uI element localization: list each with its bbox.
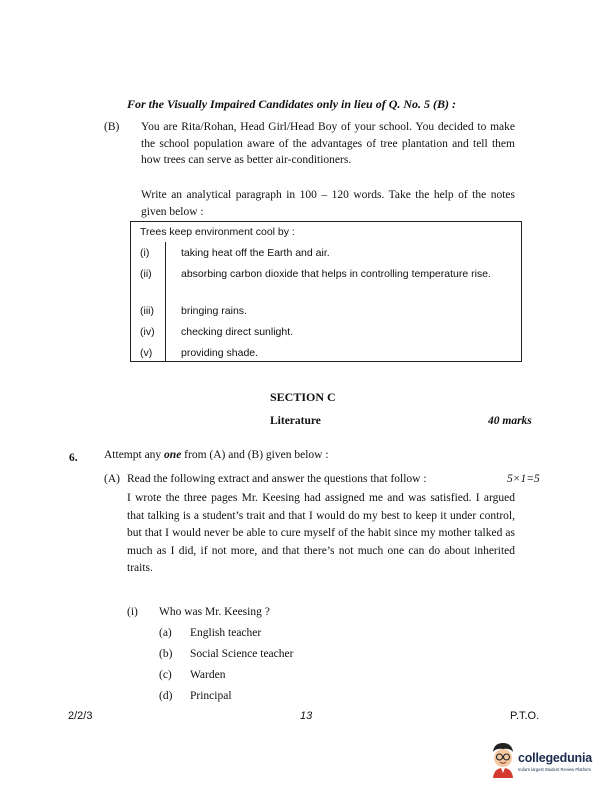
option-text: Social Science teacher	[190, 648, 294, 660]
question-6a-instruction: Read the following extract and answer the questions that follow :	[127, 473, 427, 485]
literature-extract: I wrote the three pages Mr. Keesing had assigned me and was satisfied. I argued that talking is a student’s trait and that I would do my best to keep it under control, but that I would never be able to cure myself of the habit since my mother talked as much as I did, if not more, and that there’s not much one can do about inherited traits.	[127, 492, 515, 574]
note-text: providing shade.	[181, 347, 259, 359]
option-text: Principal	[190, 690, 232, 702]
question-5b-label: (B)	[104, 121, 120, 133]
option-letter: (a)	[159, 627, 172, 639]
paper-code: 2/2/3	[68, 710, 93, 722]
section-marks: 40 marks	[488, 415, 532, 427]
logo-wordmark: collegedunia	[518, 751, 593, 765]
notes-title: Trees keep environment cool by :	[140, 226, 295, 238]
option-text: Warden	[190, 669, 226, 681]
notes-box	[130, 221, 522, 362]
note-text: taking heat off the Earth and air.	[181, 247, 330, 259]
note-number: (iii)	[140, 305, 154, 317]
visually-impaired-heading: For the Visually Impaired Candidates only in lieu of Q. No. 5 (B) :	[127, 97, 457, 111]
note-number: (i)	[140, 247, 150, 259]
instruction-text: from (A) and (B) given below :	[181, 449, 329, 461]
note-number: (iv)	[140, 326, 155, 338]
option-letter: (b)	[159, 648, 173, 660]
option-letter: (d)	[159, 690, 173, 702]
instruction-emphasis: one	[164, 449, 182, 461]
please-turn-over: P.T.O.	[510, 710, 540, 722]
logo-tagline: India's largest Student Review Platform	[518, 767, 591, 772]
note-text: bringing rains.	[181, 305, 247, 317]
note-text: absorbing carbon dioxide that helps in controlling temperature rise.	[181, 268, 491, 280]
sub-question-number: (i)	[127, 606, 138, 618]
page-number: 13	[300, 710, 313, 722]
section-subtitle: Literature	[270, 415, 321, 427]
sub-question-text: Who was Mr. Keesing ?	[159, 606, 270, 618]
question-6a-label: (A)	[104, 473, 120, 485]
question-6-number: 6.	[69, 452, 78, 464]
option-text: English teacher	[190, 627, 262, 639]
question-5b-prompt: You are Rita/Rohan, Head Girl/Head Boy of your school. You decided to make the school population aware of the advantages of tree plantation and tell them how trees can serve as better air-conditioners.	[141, 121, 515, 166]
section-title: SECTION C	[270, 390, 336, 404]
question-6-instruction	[104, 447, 329, 464]
notes-column-divider	[165, 242, 166, 361]
question-6a-marks: 5×1=5	[507, 473, 540, 485]
instruction-text: Attempt any	[104, 449, 165, 461]
option-letter: (c)	[159, 669, 172, 681]
question-5b-instruction: Write an analytical paragraph in 100 – 120 words. Take the help of the notes given below :	[141, 189, 515, 218]
note-number: (ii)	[140, 268, 152, 280]
note-number: (v)	[140, 347, 153, 359]
note-text: checking direct sunlight.	[181, 326, 294, 338]
mascot-icon	[488, 740, 518, 780]
